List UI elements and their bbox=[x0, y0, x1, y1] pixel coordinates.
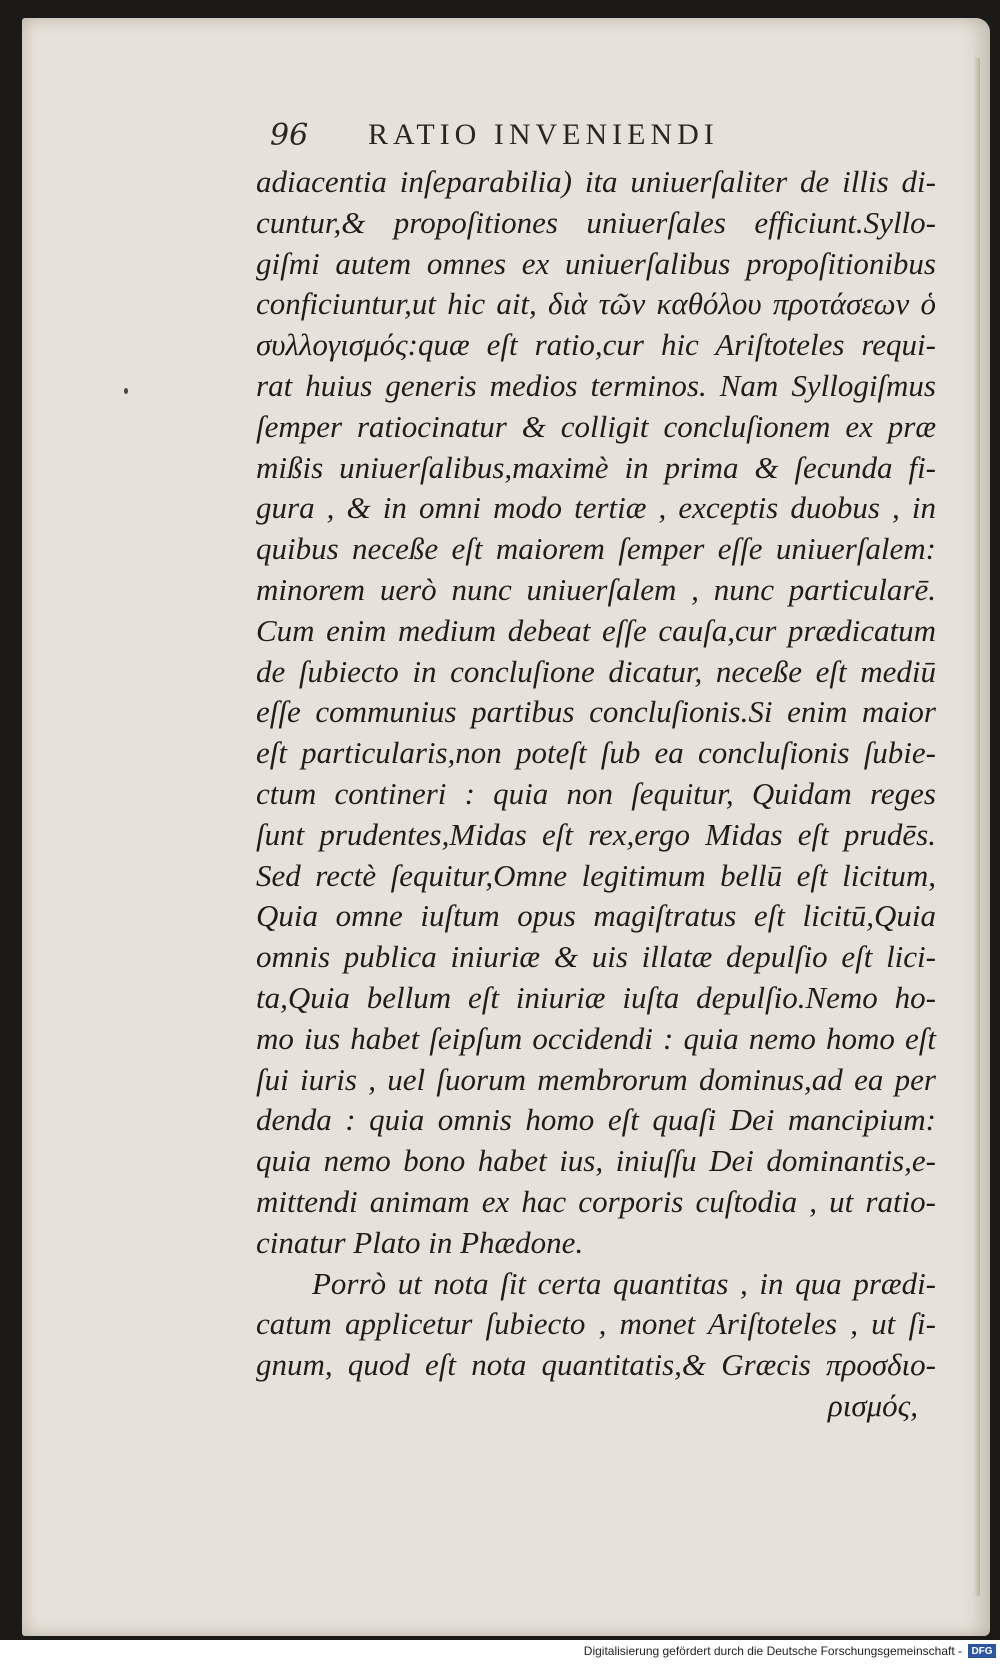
credit-text: Digitalisierung gefördert durch die Deutsche Forschungsgemeinschaft - bbox=[583, 1644, 962, 1658]
text-line: Sed rectè ſequitur,Omne legitimum bellū eſt licitum, bbox=[256, 857, 936, 893]
text-line: ctum contineri : quia non ſequitur, Quidam reges bbox=[256, 775, 936, 811]
text-line: de ſubiecto in concluſione dicatur, neceße eſt mediū bbox=[256, 653, 936, 689]
text-line: minorem uerò nunc uniuerſalem , nunc particularē. bbox=[256, 571, 936, 607]
text-line: Quia omne iuſtum opus magiſtratus eſt licitū,Quia bbox=[256, 898, 936, 934]
catchword: ρισμός, bbox=[827, 1387, 918, 1423]
text-line: conficiuntur,ut hic ait, διὰ τῶν καθόλου προτάσεων ὁ bbox=[256, 286, 936, 322]
text-line: ta,Quia bellum eſt iniuriæ iuſta depulſio.Nemo ho- bbox=[256, 979, 936, 1015]
text-line: ſui iuris , uel ſuorum membrorum dominus,ad ea per bbox=[256, 1061, 936, 1097]
text-line: Cum enim medium debeat eſſe cauſa,cur prædicatum bbox=[256, 612, 936, 648]
digitization-credit bbox=[584, 1641, 1000, 1661]
text-line: catum applicetur ſubiecto , monet Ariſtoteles , ut ſi- bbox=[256, 1306, 936, 1342]
text-line: eſſe communius partibus concluſionis.Si enim maior bbox=[256, 694, 936, 730]
text-line: giſmi autem omnes ex uniuerſalibus propoſitionibus bbox=[256, 245, 936, 281]
text-line: ſemper ratiocinatur & colligit concluſionem ex præ bbox=[256, 408, 936, 444]
body-text bbox=[256, 162, 936, 1427]
text-line: adiacentia inſeparabilia) ita uniuerſaliter de illis di- bbox=[256, 164, 936, 199]
text-line: mißis uniuerſalibus,maximè in prima & ſecunda fi- bbox=[256, 449, 936, 485]
text-line: quia nemo bono habet ius, iniuſſu Dei dominantis,e- bbox=[256, 1143, 936, 1179]
text-line: denda : quia omnis homo eſt quaſi Dei mancipium: bbox=[256, 1102, 936, 1138]
text-line: συλλογισμός:quæ eſt ratio,cur hic Ariſtoteles requi- bbox=[256, 327, 936, 363]
dfg-logo: DFG bbox=[968, 1644, 996, 1658]
running-title: RATIO INVENIENDI bbox=[368, 118, 719, 151]
text-line: eſt particularis,non poteſt ſub ea concluſionis ſubie- bbox=[256, 735, 936, 771]
page-edge-shadow bbox=[974, 58, 980, 1596]
text-line: rat huius generis medios terminos. Nam Syllogiſmus bbox=[256, 367, 936, 403]
text-line: ſunt prudentes,Midas eſt rex,ergo Midas eſt prudēs. bbox=[256, 816, 936, 852]
text-line: gura , & in omni modo tertiæ , exceptis duobus , in bbox=[256, 490, 936, 526]
text-line: cinatur Plato in Phædone. bbox=[256, 1224, 584, 1260]
page-header bbox=[250, 118, 850, 158]
text-line: quibus neceße eſt maiorem ſemper eſſe uniuerſalem: bbox=[256, 531, 936, 567]
text-line: omnis publica iniuriæ & uis illatæ depulſio eſt lici- bbox=[256, 939, 936, 975]
text-line: gnum, quod eſt nota quantitatis,& Græcis προσδιο- bbox=[256, 1347, 936, 1383]
text-line: mo ius habet ſeipſum occidendi : quia nemo homo eſt bbox=[256, 1020, 936, 1056]
text-line: mittendi animam ex hac corporis cuſtodia , ut ratio- bbox=[256, 1183, 936, 1219]
page-number: 96 bbox=[270, 118, 309, 153]
text-line: Porrò ut nota ſit certa quantitas , in qua prædi- bbox=[312, 1265, 936, 1301]
text-line: cuntur,& propoſitiones uniuerſales efficiunt.Syllo- bbox=[256, 204, 936, 240]
ink-speck bbox=[124, 388, 128, 394]
